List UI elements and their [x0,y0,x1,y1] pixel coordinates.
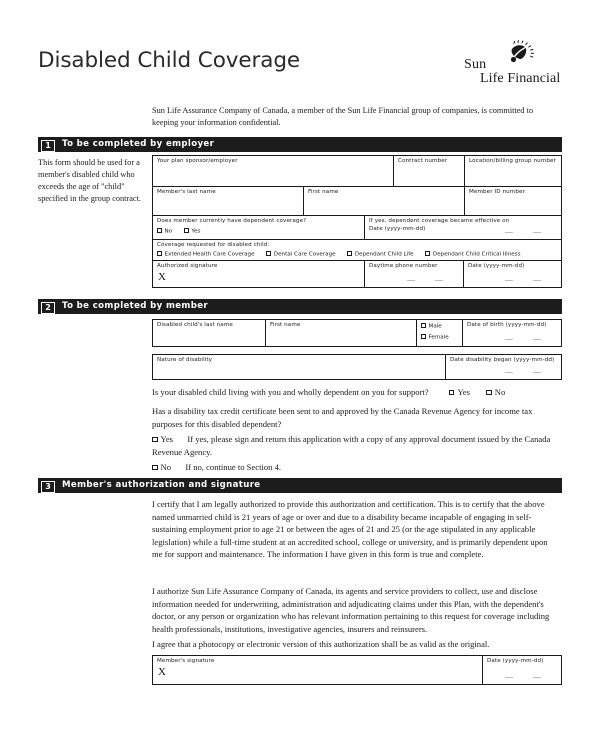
section-3-number: 3 [41,481,55,493]
field-date-of-birth-label: Date of birth (yyyy-mm-dd) [467,322,547,328]
field-coverage-effective-date-label: Date (yyyy-mm-dd) [369,226,426,232]
checkbox-gender-female-label: Female [428,334,449,341]
checkbox-gender-female[interactable] [421,334,449,341]
section-1-header [38,137,562,152]
checkbox-icon[interactable] [184,228,189,233]
answer-no-block [152,461,281,474]
checkbox-icon[interactable] [152,465,158,471]
field-location-billing-group-label: Location/billing group number [469,158,556,164]
field-member-signature[interactable] [152,655,483,685]
checkbox-dependent-coverage-yes[interactable] [184,228,201,235]
checkbox-icon[interactable] [347,251,352,256]
question-tax-credit-certificate: Has a disability tax credit certificate been sent to and approved by the Canada Revenue Agency for income tax purposes for this disabled dependent? [152,406,533,429]
section-3-header [38,478,562,493]
logo-text-sun: Sun [464,57,487,72]
question-child-living-with-you-text: Is your disabled child living with you and wholly dependent on you for support? [152,387,429,397]
checkbox-dependant-child-critical-illness[interactable] [425,251,520,258]
checkbox-dependant-child-life-label: Dependant Child Life [354,251,414,258]
field-contract-number-label: Contract number [398,158,448,164]
logo-text-life-financial: Life Financial [480,71,561,86]
section-1-number: 1 [41,140,55,152]
field-date-disability-began-label: Date disability began (yyyy-mm-dd) [450,357,555,363]
field-child-gender[interactable] [416,319,463,347]
sun-globe-icon [502,40,536,64]
authorization-paragraph-1: I certify that I am legally authorized to provide this authorization and certification. This is to certify that the above named unmarried child is 21 years of age or over and due to a disability became incapable of engaging in self-sustaining employment prior to age 21 or between the ages of 21 and 25 (or the age stipulated in any applicable legislation) while a full-time student at an accredited school, college or university, and is primarily dependent upon me for support and maintenance. The information I have given in this form is true and complete. [152,499,548,560]
phone-format-hint [395,277,457,284]
authorization-paragraph-3: I agree that a photocopy or electronic version of this authorization shall be as valid as the original. [152,639,490,649]
coverage-options[interactable] [157,251,531,258]
field-contract-number[interactable] [393,155,465,187]
page-title: Disabled Child Coverage [38,48,301,73]
field-dependent-coverage-question [152,215,365,240]
field-member-signature-date[interactable] [482,655,562,685]
checkbox-tax-credit-no[interactable] [152,462,171,472]
date-format-hint [493,277,555,284]
signature-x-mark: X [158,666,166,678]
coverage-requested-heading: Coverage requested for disabled child: [157,242,270,248]
field-authorized-signature[interactable] [152,260,365,288]
field-date-disability-began[interactable] [445,354,562,380]
section-2-title: To be completed by member [62,301,208,311]
field-date-of-birth[interactable] [462,319,562,347]
intro-paragraph: Sun Life Assurance Company of Canada, a member of the Sun Life Financial group of companies, is committed to keeping your information confidential. [152,106,534,127]
field-child-first-name-label: First name [270,322,301,328]
checkbox-dental-care[interactable] [266,251,335,258]
checkbox-tax-credit-no-label: No [160,462,172,472]
dependent-coverage-options[interactable] [157,228,210,235]
checkbox-dependent-coverage-no-label: No [164,228,173,235]
field-child-last-name[interactable] [152,319,266,347]
checkbox-icon[interactable] [421,334,426,339]
field-daytime-phone-number-label: Daytime phone number [369,263,438,269]
checkbox-icon[interactable] [157,228,162,233]
field-coverage-effective-on-label: If yes, dependent coverage became effective on [369,218,510,224]
section-1-side-note: This form should be used for a member's disabled child who exceeds the age of "child" specified in the group contract. [38,158,141,204]
checkbox-icon[interactable] [425,251,430,256]
checkbox-living-yes[interactable] [449,387,470,397]
checkbox-gender-male-label: Male [428,323,442,330]
checkbox-gender-male[interactable] [421,323,442,330]
field-location-billing-group[interactable] [464,155,562,187]
field-member-id-number[interactable] [464,186,562,216]
field-coverage-requested [152,239,562,261]
checkbox-icon[interactable] [266,251,271,256]
checkbox-dental-care-label: Dental Care Coverage [273,251,336,258]
checkbox-extended-health-care[interactable] [157,251,255,258]
date-format-hint [493,229,555,236]
document-header [38,48,562,96]
field-nature-of-disability[interactable] [152,354,446,380]
field-coverage-effective-date[interactable] [364,215,562,240]
checkbox-living-yes-label: Yes [457,387,470,397]
field-member-first-name[interactable] [303,186,465,216]
sun-life-financial-logo [458,40,562,92]
field-authorized-signature-label: Authorized signature [157,263,218,269]
checkbox-icon[interactable] [152,437,158,443]
field-member-id-number-label: Member ID number [469,189,525,195]
question-child-living-with-you [152,386,505,399]
checkbox-icon[interactable] [157,251,162,256]
field-plan-sponsor-label: Your plan sponsor/employer [157,158,238,164]
field-member-last-name[interactable] [152,186,304,216]
answer-no-instruction: If no, continue to Section 4. [185,462,282,472]
field-member-signature-label: Member's signature [157,658,215,664]
checkbox-tax-credit-yes-label: Yes [160,434,174,444]
checkbox-living-no[interactable] [486,387,505,397]
date-format-hint [493,369,555,376]
checkbox-icon[interactable] [421,323,426,328]
field-member-last-name-label: Member's last name [157,189,216,195]
section-2-number: 2 [41,302,55,314]
field-member-signature-date-label: Date (yyyy-mm-dd) [487,658,544,664]
field-employer-date-label: Date (yyyy-mm-dd) [468,263,525,269]
date-format-hint [493,336,555,343]
signature-x-mark: X [158,271,166,283]
checkbox-dependent-coverage-yes-label: Yes [191,228,201,235]
section-1-title: To be completed by employer [62,139,215,149]
answer-yes-block [152,433,554,458]
checkbox-extended-health-care-label: Extended Health Care Coverage [164,251,255,258]
checkbox-dependent-coverage-no[interactable] [157,228,172,235]
field-dependent-coverage-question-label: Does member currently have dependent coverage? [157,218,307,224]
field-nature-of-disability-label: Nature of disability [157,357,213,363]
checkbox-dependant-child-critical-illness-label: Dependant Child Critical Illness [432,251,521,258]
checkbox-living-no-label: No [494,387,506,397]
field-child-last-name-label: Disabled child's last name [157,322,233,328]
checkbox-icon[interactable] [486,390,492,396]
checkbox-tax-credit-yes[interactable] [152,434,173,444]
checkbox-dependant-child-life[interactable] [347,251,413,258]
field-plan-sponsor[interactable] [152,155,394,187]
field-child-first-name[interactable] [265,319,417,347]
field-member-first-name-label: First name [308,189,339,195]
checkbox-icon[interactable] [449,390,455,396]
date-format-hint [493,674,555,681]
authorization-paragraph-2: I authorize Sun Life Assurance Company of Canada, its agents and service providers to collect, use and disclose information needed for underwriting, administration and adjudicating claims under this Plan, with the dependent's doctor, or any person or organization who has relevant information pertaining to this request for coverage including health professionals, institutions, investigative agencies, insurers and reinsurers. [152,586,550,634]
section-3-title: Member's authorization and signature [62,480,261,490]
section-2-header [38,299,562,314]
field-employer-date[interactable] [463,260,562,288]
field-daytime-phone-number[interactable] [364,260,464,288]
answer-yes-instruction: If yes, please sign and return this application with a copy of any approval document issued by the Canada Revenue Agency. [152,434,551,457]
